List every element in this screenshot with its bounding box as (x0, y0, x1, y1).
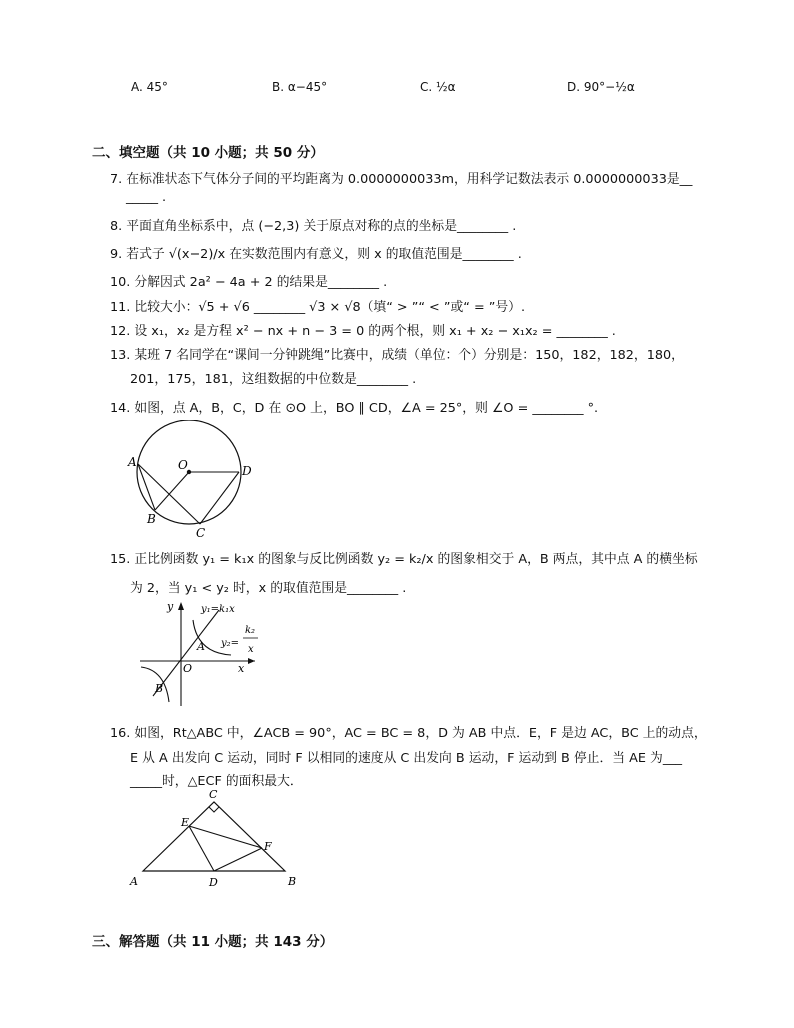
question-11: 11. 比较大小：√5 + √6 ________ √3 × √8（填“ > ”“ < ”或“ = ”号）. (110, 300, 526, 315)
label-a: A (130, 875, 138, 888)
question-13-line1: 13. 某班 7 名同学在“课间一分钟跳绳”比赛中，成绩（单位：个）分别是：150，182，182，180， (110, 348, 684, 363)
question-7-line2: _____ . (126, 190, 167, 205)
label-y: y (167, 600, 174, 613)
figure-15-graph (135, 598, 265, 710)
section-title-solutions: 三、解答题（共 11 小题；共 143 分） (92, 934, 334, 950)
label-b: B (288, 875, 297, 888)
question-15-line2: 为 2，当 y₁ < y₂ 时，x 的取值范围是________ . (130, 581, 407, 596)
question-7-line1: 7. 在标准状态下气体分子间的平均距离为 0.0000000033m，用科学记数法表示 0.0000000033是__ (110, 172, 693, 187)
label-x-denominator: x (248, 644, 254, 655)
label-c: C (209, 788, 218, 801)
option-d: D. 90°−½α (567, 80, 635, 94)
option-b: B. α−45° (272, 80, 328, 94)
label-origin: O (183, 662, 193, 675)
option-c: C. ½α (420, 80, 456, 94)
label-a: A (197, 640, 205, 653)
question-14: 14. 如图，点 A，B，C，D 在 ⊙O 上，BO ∥ CD，∠A = 25°，则 ∠O = ________ °. (110, 401, 599, 416)
question-13-line2: 201，175，181，这组数据的中位数是________ . (130, 372, 417, 387)
question-9: 9. 若式子 √(x−2)/x 在实数范围内有意义，则 x 的取值范围是________ . (110, 247, 522, 262)
label-a: A (128, 455, 137, 469)
question-16-line1: 16. 如图，Rt△ABC 中，∠ACB = 90°，AC = BC = 8，D 为 AB 中点．E，F 是边 AC，BC 上的动点， (110, 726, 707, 741)
label-x: x (238, 662, 245, 675)
segment-df (214, 848, 262, 871)
figure-14-circle (125, 420, 265, 545)
label-d: D (209, 876, 218, 889)
segment-ab (138, 464, 155, 510)
question-15-line1: 15. 正比例函数 y₁ = k₁x 的图象与反比例函数 y₂ = k₂/x 的图象相交于 A，B 两点，其中点 A 的横坐标 (110, 552, 698, 567)
label-b: B (147, 512, 156, 526)
x-axis-arrow (248, 658, 255, 664)
label-d: D (242, 464, 252, 478)
section-title-fill-blank: 二、填空题（共 10 小题；共 50 分） (92, 145, 324, 161)
label-c: C (196, 526, 206, 540)
question-16-line3: _____时，△ECF 的面积最大． (130, 774, 303, 789)
right-angle-mark (209, 807, 219, 812)
y-axis-arrow (178, 602, 184, 610)
question-8: 8. 平面直角坐标系中，点 (−2,3) 关于原点对称的点的坐标是________ . (110, 219, 517, 234)
label-b: B (155, 682, 164, 695)
label-o: O (178, 458, 188, 472)
question-12: 12. 设 x₁，x₂ 是方程 x² − nx + n − 3 = 0 的两个根，则 x₁ + x₂ − x₁x₂ = ________ . (110, 324, 616, 339)
label-f: F (264, 840, 272, 853)
figure-16-triangle (125, 786, 305, 891)
segment-cd (200, 472, 239, 524)
question-16-line2: E 从 A 出发向 C 运动，同时 F 以相同的速度从 C 出发向 B 运动，F 运动到 B 停止．当 AE 为___ (130, 751, 683, 766)
label-k2: k₂ (245, 625, 256, 636)
label-y1: y₁=k₁x (201, 604, 235, 615)
segment-bo (155, 472, 189, 510)
option-a: A. 45° (131, 80, 168, 94)
label-e: E (181, 816, 190, 829)
label-y2: y₂= (221, 638, 240, 649)
question-10: 10. 分解因式 2a² − 4a + 2 的结果是________ . (110, 275, 388, 290)
